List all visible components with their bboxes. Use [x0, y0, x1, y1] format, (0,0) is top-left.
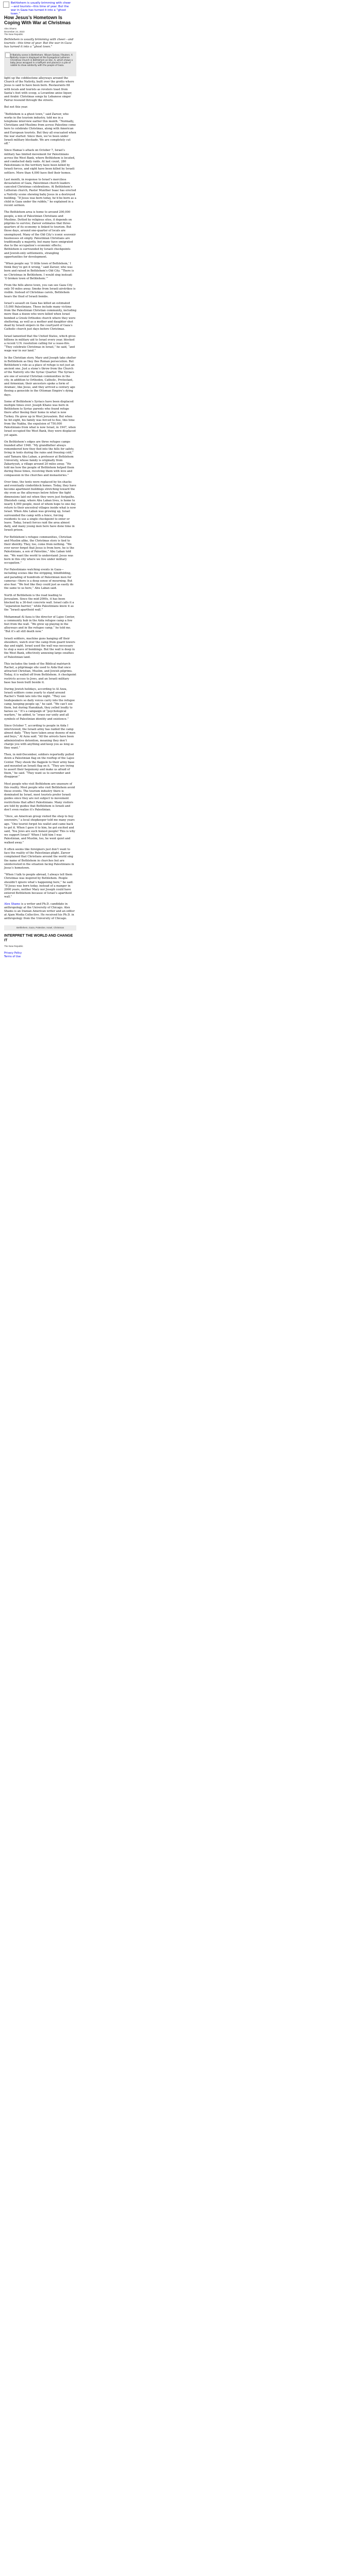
article-paragraph: Most people who visit Bethlehem are unaware of this reality. Most people who visit Bethlehem avoid these events. The tourism industry there is dominated by Israel, most tourists prefer Israeli guides since they are not subject to movement restrictions that affect Palestinians. Many visitors are told by guides that Bethlehem is Israeli and don’t even realize it’s Palestinian.: [4, 782, 75, 812]
article-paragraph: In the Christian story, Mary and Joseph take shelter in Bethlehem as they flee Roman persecution. But Bethlehem’s role as a place of refuge is not just an ancient one. Just a stone’s throw from the Church of the Nativity sits the Syriac Quarter. The Syriacs are one of several Christian communities in the city, in addition to Orthodox, Catholic, Protestant, and Armenian; their ancestors spoke a form of Aramaic, like Jesus, and they arrived a century ago fleeing a genocide in the Ottoman Empire’s dying days.: [4, 356, 76, 397]
article-body: [4, 70, 76, 900]
article-paragraph: But not this year.: [4, 106, 28, 109]
article-author: Alex Shams: [4, 27, 17, 30]
article-paragraph: Since October 7, according to people in Aida I interviewed, the Israeli army has raided the camp almost daily. “They have taken away dozens of men and boys,” Al Azza said. “All the arrests have been administrative detention, meaning they don’t charge you with anything and keep you as long as they want.”: [4, 724, 76, 750]
article-meta: [4, 27, 76, 36]
author-note-text: is a writer and Ph.D. candidate in anthropology at the University of Chicago. Alex Shams is an Iranian American writer and an editor at Ajam Media Collective. He received his Ph.D. in anthropology from the University of Chicago.: [4, 902, 75, 921]
article-paragraph: During Jewish holidays, according to Al Azza, Israeli soldiers come yearly to stand around Rachel’s Tomb late into the night. “They use loudspeakers so daily voices carry into the refugee camp, keeping people up,” he said. “We can’t see them, but during Hanukkah, they yelled loudly to harass us.” It’s a campaign of “psychological warfare,” he added, to “erase our unity and all symbols of Palestinian identity and existence.”: [4, 687, 75, 721]
article: [4, 15, 76, 947]
article-dek: Bethlehem is usually brimming with cheer—and tourists—this time of year. But the war in Gaza has turned it into a “ghost town.”: [4, 38, 74, 48]
article-paragraph: North of Bethlehem is the road leading to Jerusalem. Since the mid-2000s, it has been blocked by a 30-foot concrete wall. Israel calls it a “separation barrier,” while Palestinians know it as the “Israeli apartheid wall.”: [4, 594, 74, 612]
article-paragraph: Last month, in response to Israel’s merciless devastation of Gaza, Palestinian church leaders canceled Christmas celebrations. At Bethlehem’s Lutheran church, Pastor Munther Isaac has erected a Nativity scene showing baby Jesus in a destroyed building. “If Jesus was born today, he’d be born as a child in Gaza under the rubble,” he explained in a recent sermon.: [4, 178, 76, 208]
tag-bar[interactable]: Bethlehem, Gaza, Palestine, Israel, Christmas: [4, 925, 76, 930]
article-paragraph: For Palestinians watching events in Gaza—including scenes like the stripping, blindfolding, and parading of hundreds of Palestinian men for cameras—there is a deep sense of mourning. But also fear. “We feel like they could just as easily do the same to us here,” Abu Laban said.: [4, 568, 74, 590]
article-paragraph: Since Hamas’s attack on October 7, Israel’s military has limited movement for Palestinians across the West Bank, where Bethlehem is located, and conducted daily raids. At last count, 280 Palestinians in the territory have been killed by Israeli forces, and eight have been killed by Israeli settlers. More than 4,000 have fled their homes.: [4, 149, 75, 175]
author-note-link[interactable]: Alex Shams: [4, 902, 21, 906]
article-paragraph: From the hills above town, you can see Gaza City only 50 miles away. Smoke from Israeli airstrikes is visible. Instead of Christmas carols, Bethlehem hears the thud of Israeli bombs.: [4, 284, 76, 298]
article-paragraph: “Bethlehem is a ghost town,” said Zaroor, who works in the tourism industry, told me in a telephone interview earlier this month. “Normally, Christians and Muslims from across Palestine come here to celebrate Christmas, along with American and European tourists. But they all evacuated when the war started. Since then, we’ve been under Israeli military blockade. We are completely cut off.”: [4, 112, 76, 146]
terms-of-use-link[interactable]: Terms of Use: [4, 955, 21, 959]
header-strip: [0, 0, 361, 15]
footer: [4, 952, 361, 959]
article-paragraph: “Once, an American group visited the shop to buy souvenirs,” a local shopkeeper told me many years ago. “One tourist forgot his wallet and came back to get it. When I gave it to him, he got excited and said, ‘You Jews are such honest people! This is why we support Israel!’ When I told him I was Palestinian, and Muslim, too, he went quiet and walked away.”: [4, 815, 75, 844]
broken-image-icon: [3, 2, 9, 8]
article-paragraph: “When people say ‘O little town of Bethlehem,’ I think they’ve got it wrong,” said Zaroor, who was born and raised in Bethlehem’s Old City. “There is no Christmas in Bethlehem. I would sing instead: ‘O broken town of Bethlehem.’”: [4, 262, 74, 280]
article-date: December 24, 2023: [4, 30, 25, 33]
article-paragraph: For Bethlehem’s refugee communities, Christian and Muslim alike, the Christmas story is tied to their identity. They, too, come from nothing. “We ever never forget that Jesus is from here, he is the Palestinians, a son of Palestine,” Abu Laban told me. “We want the world to understand: Jesus was born in this city where we live under military occupation.”: [4, 535, 74, 565]
article-figure: [4, 52, 76, 66]
author-note: [4, 903, 76, 921]
article-paragraph: Some of Bethlehem’s Syriacs have been displaced multiple times over. Joseph Khano was born in Bethlehem to Syriac parents who found refuge there after fleeing their home in what is now Turkey. He grew up in West Jerusalem. But when he hit eight, his family was forced to flee, this time from the Nakba, the expulsion of 750,000 Palestinians from what is now Israel, in 1947, when Israel occupied the West Bank, they were displaced yet again.: [4, 400, 76, 437]
article-paragraph: Mohammad Al Azza is the director of Lajee Center, a community hub in the Aida refugee camp a few feet from the wall. “We grew up playing in the alleyways and in the refugee camp,” he told me. “But it’s all still death now.”: [4, 615, 75, 634]
article-paragraph: It often seems like foreigners just don’t want to face the reality of the Palestinian plight. Zaroor complained that Christians around the world sing the name of Bethlehem in churches but are uninterested in the situation facing Palestinians in Jesus’s hometown.: [4, 848, 74, 870]
article-paragraph: Over time, the tents were replaced by tin shacks and eventually cinderblock homes. Today, they have become apartment buildings stretching toward the sky even as the alleyways below follow the tight dimensions laid out when they were just footpaths. Dheisheh camp, where Abu Laban lives, is home to nearly 4,000 people, most of whom hope to one day return to their ancestral villages inside what is now Israel. When Abu Laban was growing up, Israel surrounded the camp with a fence, forcing residents to use a single checkpoint to enter or leave. Today, Israeli forces raid the area almost daily, and many young men here have done time in Israeli prison.: [4, 480, 76, 532]
header-image-alt-link[interactable]: Bethlehem is usually brimming with cheer—and tourists—this time of year. But the war in Gaza has turned it into a “ghost town.”: [11, 2, 71, 15]
article-paragraph: light up the cobblestone alleyways around the Church of the Nativity, built over the grotto where Jesus is said to have been born. Restaurants fill with locals and tourists as revelers toast from Santa’s feet with scoop, a Levantine anise liquor, and Arabic Christmas songs by Lebanese singer Fairuz resound through the streets.: [4, 76, 74, 103]
article-paragraph: Israel lamented that the United States, which gives billions in military aid to Israel every year, blocked a recent U.N. resolution calling for a cease-fire. “They celebrate Christmas in Israel,” he said, “and wage war in our land.”: [4, 334, 76, 353]
article-paragraph: On Bethlehem’s edges are three refugee camps founded after 1948. “My grandfather always remembered how they fled into the hills for safety, living in tents during the rains and freezing cold,” said Tamara Abu Laban, a professor at Bethlehem University, whose family is originally from Zakariyyah, a village around 20 miles away. “He told me how the people of Bethlehem helped them during those times, receiving them with love and compassion in the churches and monasteries.”: [4, 440, 74, 477]
article-paragraph: This includes the tomb of the Biblical matriarch Rachel, a pilgrimage site used to Aida that once attracted Christian, Muslim, and Jewish pilgrims. Today, it is walled off from Bethlehem. A checkpoint restricts access to Jews, and an Israeli military base has been built beside it.: [4, 662, 76, 684]
article-title: How Jesus’s Hometown Is Coping With War at Christmas: [4, 15, 71, 25]
article-outlet: The New Republic: [4, 33, 23, 36]
promo-heading: INTERPRET THE WORLD AND CHANGE IT: [4, 934, 73, 942]
privacy-policy-link[interactable]: Privacy Policy: [4, 952, 22, 955]
page: [0, 0, 361, 959]
article-paragraph: “When I talk to people abroad, I always tell them Christmas was inspired by Bethlehem. People shouldn’t ignore what’s happening here,” he said. “If Jesus was born today, instead of a manger in 2000 years, neither Mary nor Joseph could have entered Bethlehem because of Israel’s apartheid wall.”: [4, 873, 74, 899]
article-paragraph: The Bethlehem area is home to around 200,000 people, a mix of Palestinian Christians and Muslims. Dotted by religious sites, it depends on pilgrims to survive; Zaroor estimates that three-quarters of its economy is linked to tourism. But those days, around one-quarter of locals are unemployed. Many of the Old City’s iconic souvenir businesses sit empty. Palestinian Christians are traditionally a majority, but many have emigrated due to the occupation’s economic effects; Bethlehem is surrounded by Israeli checkpoints and Jewish-only settlements, strangling opportunities for development.: [4, 211, 76, 259]
article-paragraph: Then, in mid-December, soldiers reportedly pulled down a Palestinian flag on the rooftop of the Lajee Center. They shook the flagpole to their army base and mounted an Israeli flag on it. “They are trying to assert their hegemony and make us afraid of them,” he said. “They want us to surrender and disappear.”: [4, 753, 75, 779]
promo-subheading: The New Republic: [4, 944, 23, 947]
figure-caption: A Nativity scene in Bethlehem. Wisam Salsaa / Reuters. A Nativity scene is displayed at the Evangelical Lutheran Christmas Church in Bethlehem on Dec. 6, which shows a baby Jesus wrapped in a kaffiyeh and placed in a pile of rubble to show solidarity with the people of Gaza.: [10, 53, 73, 66]
article-paragraph: Israel’s assault on Gaza has killed an estimated 15,000 Palestinians. These include many victims from the Palestinian Christian community, including more than a dozen who were killed when Israel bombed a Greek Orthodox church where they were sheltering, as well as a mother and daughter shot dead by Israeli snipers in the courtyard of Gaza’s Catholic church just days before Christmas.: [4, 301, 77, 331]
article-paragraph: Israeli soldiers, machine guns hanging off their shoulders, watch over the camp from guard towers day and night. Israel used the wall was necessary to stop a wave of bombings. But the wall is deep in the West Bank, effectively annexing large swathes of Palestinian land.: [4, 637, 75, 659]
